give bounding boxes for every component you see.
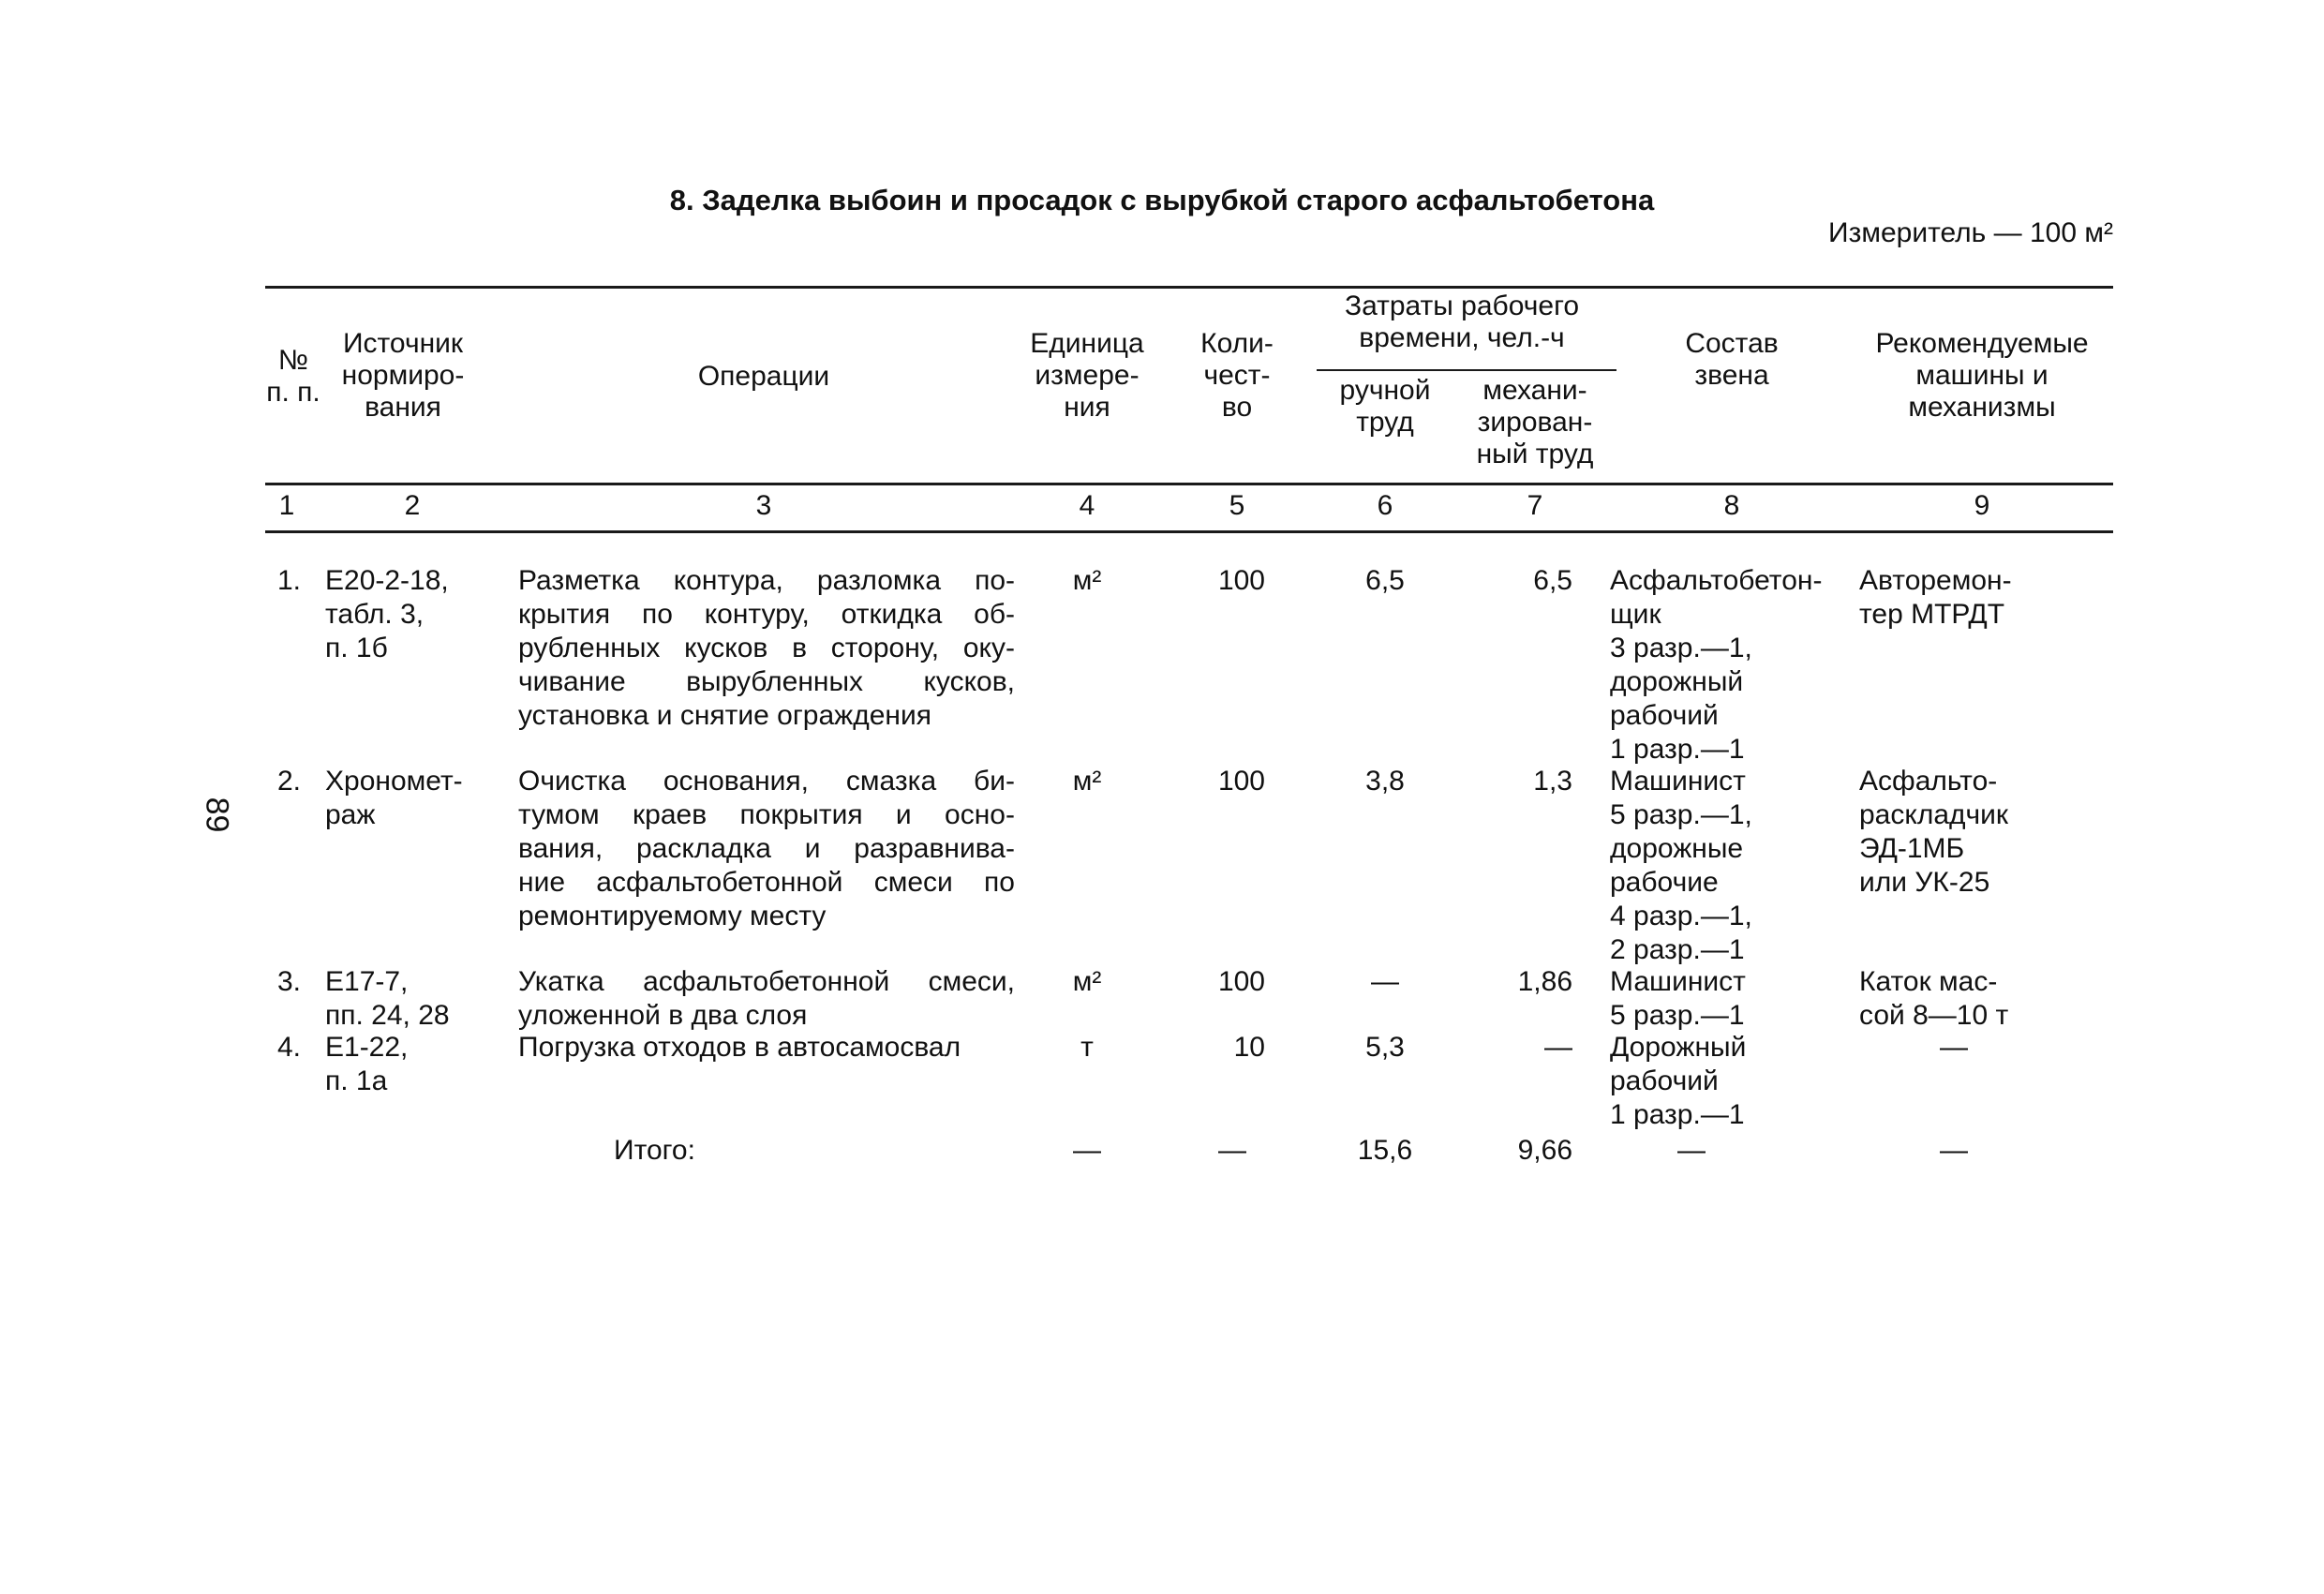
total-machines: — [1940, 1135, 1968, 1166]
row-machines [1859, 564, 2012, 632]
row-crew-line: рабочие [1610, 867, 1719, 898]
header-line: труд [1356, 407, 1414, 438]
row-unit: м² [1072, 966, 1102, 997]
table-title: 8. Заделка выбоин и просадок с вырубкой старого асфальтобетона [669, 184, 1655, 216]
row-source-line: табл. 3, [325, 599, 425, 630]
row-crew-line: дорожные [1610, 833, 1744, 864]
header-line: машины и [1915, 360, 2048, 391]
header-line: ручной [1339, 375, 1431, 406]
row-quantity: 100 [1217, 565, 1265, 596]
header-line: вания [365, 392, 441, 423]
header-line: Коли- [1200, 328, 1274, 359]
row-machines-line: тер МТРДТ [1859, 599, 2005, 630]
header-c7 [1460, 375, 1610, 470]
header-line: звена [1694, 360, 1769, 391]
row-source-line: Е1-22, [325, 1032, 409, 1063]
header-line: чест- [1203, 360, 1271, 391]
header-c8 [1657, 328, 1807, 392]
row-crew-line: рабочий [1610, 1065, 1719, 1096]
header-line: № [277, 345, 309, 376]
row-machines-line: сой 8—10 т [1859, 1000, 2009, 1031]
row-mechanized-labor: — [1544, 1032, 1572, 1063]
row-number: 3. [277, 966, 302, 997]
header-line: механизмы [1908, 392, 2056, 423]
row-operation-line: крытия по контуру, откидка об- [518, 599, 1015, 630]
row-crew-line: 4 разр.—1, [1610, 901, 1752, 931]
header-c4 [1012, 328, 1162, 424]
row-source [325, 965, 450, 1033]
row-unit: м² [1072, 565, 1102, 596]
row-operation-line: Погрузка отходов в автосамосвал [518, 1032, 961, 1063]
page-number: 89 [199, 797, 235, 833]
column-number: 1 [278, 490, 295, 521]
row-source-line: пп. 24, 28 [325, 1000, 450, 1031]
row-crew-line: дорожный [1610, 666, 1744, 697]
row-source-line: п. 1б [325, 633, 388, 663]
header-line: ный труд [1476, 439, 1594, 469]
column-number: 5 [1229, 490, 1245, 521]
row-crew [1610, 564, 1822, 767]
row-source-line: Е17-7, [325, 966, 409, 997]
row-manual-labor: 5,3 [1365, 1032, 1405, 1063]
row-source [325, 564, 449, 665]
row-source-line: Е20-2-18, [325, 565, 449, 596]
row-machines-line: Каток мас- [1859, 966, 1998, 997]
header-line: механи- [1482, 375, 1587, 406]
header-line: Источник [342, 328, 464, 359]
row-quantity: 10 [1233, 1032, 1265, 1063]
row-crew-line: 2 разр.—1 [1610, 934, 1745, 965]
row-operation-line: ремонтируемому месту [518, 901, 827, 931]
row-crew-line: Дорожный [1610, 1032, 1747, 1063]
column-number: 6 [1377, 490, 1393, 521]
row-crew [1610, 965, 1746, 1033]
header-c5 [1181, 328, 1293, 424]
row-operation [518, 1031, 1015, 1065]
header-c67 [1303, 290, 1621, 354]
row-machines-line: раскладчик [1859, 799, 2009, 830]
column-number: 8 [1723, 490, 1740, 521]
row-crew-line: щик [1610, 599, 1661, 630]
row-crew-line: 5 разр.—1, [1610, 799, 1752, 830]
total-unit: — [1073, 1135, 1101, 1166]
row-machines [1859, 965, 2008, 1033]
column-number: 7 [1527, 490, 1543, 521]
header-line: во [1221, 392, 1253, 423]
column-number: 2 [404, 490, 421, 521]
row-machines [1859, 765, 2008, 900]
row-operation-line: ние асфальтобетонной смеси по [518, 867, 1015, 898]
header-line: Затраты рабочего [1344, 290, 1580, 321]
row-unit: т [1080, 1032, 1094, 1063]
row-operation-line: тумом краев покрытия и осно- [518, 799, 1015, 830]
column-numbers-rule [265, 530, 2113, 533]
header-c6 [1324, 375, 1446, 439]
total-label: Итого: [614, 1135, 695, 1166]
row-mechanized-labor: 1,86 [1517, 966, 1572, 997]
row-operation-line: Очистка основания, смазка би- [518, 766, 1015, 797]
row-source-line: п. 1а [325, 1065, 388, 1096]
column-number: 3 [755, 490, 772, 521]
header-line: времени, чел.-ч [1359, 322, 1565, 353]
total-crew: — [1677, 1135, 1706, 1166]
header-line: Рекомендуемые [1875, 328, 2089, 359]
row-operation [518, 564, 1015, 733]
row-operation-line: рубленных кусков в сторону, оку- [518, 633, 1015, 663]
column-number: 4 [1079, 490, 1095, 521]
row-number: 4. [277, 1032, 302, 1063]
row-machines-line: Асфальто- [1859, 766, 1998, 797]
row-manual-labor: 6,5 [1365, 565, 1405, 596]
total-quantity: — [1218, 1135, 1246, 1166]
header-bottom-rule [265, 483, 2113, 485]
header-line: нормиро- [341, 360, 465, 391]
row-crew [1610, 765, 1752, 967]
row-operation-line: уложенной в два слоя [518, 1000, 808, 1031]
row-crew-line: рабочий [1610, 700, 1719, 731]
measure-unit: Измеритель — 100 м² [1828, 217, 2113, 248]
header-line: измере- [1035, 360, 1140, 391]
header-sub-rule [1317, 369, 1616, 371]
row-operation-line: чивание вырубленных кусков, [518, 666, 1015, 697]
row-number: 2. [277, 766, 302, 797]
row-crew-line: Машинист [1610, 966, 1746, 997]
row-crew [1610, 1031, 1746, 1132]
row-crew-line: 5 разр.—1 [1610, 1000, 1745, 1031]
row-manual-labor: — [1371, 966, 1399, 997]
column-number: 9 [1974, 490, 1990, 521]
row-mechanized-labor: 6,5 [1533, 565, 1572, 596]
row-source-line: Хрономет- [325, 766, 463, 797]
row-source [325, 1031, 408, 1098]
header-line: Состав [1685, 328, 1779, 359]
header-line: Единица [1030, 328, 1144, 359]
row-quantity: 100 [1217, 966, 1265, 997]
header-c1 [261, 345, 326, 409]
row-operation-line: Разметка контура, разломка по- [518, 565, 1015, 596]
row-quantity: 100 [1217, 766, 1265, 797]
row-crew-line: Машинист [1610, 766, 1746, 797]
total-mechanized-labor: 9,66 [1517, 1135, 1572, 1166]
row-crew-line: 3 разр.—1, [1610, 633, 1752, 663]
header-line: зирован- [1477, 407, 1593, 438]
row-source-line: раж [325, 799, 376, 830]
row-machines-line: или УК-25 [1859, 867, 1990, 898]
row-operation [518, 965, 1015, 1033]
header-c9 [1851, 328, 2113, 424]
row-operation-line: установка и снятие ограждения [518, 700, 931, 731]
row-number: 1. [277, 565, 302, 596]
row-operation [518, 765, 1015, 933]
header-line: п. п. [266, 377, 320, 408]
row-operation-line: вания, раскладка и разравнива- [518, 833, 1015, 864]
row-crew-line: 1 разр.—1 [1610, 734, 1745, 765]
row-mechanized-labor: 1,3 [1533, 766, 1572, 797]
row-crew-line: Асфальтобетон- [1610, 565, 1823, 596]
header-c3: Операции [697, 361, 830, 392]
header-line: ния [1064, 392, 1110, 423]
row-machines [1916, 1031, 1991, 1065]
row-unit: м² [1072, 766, 1102, 797]
header-c2 [319, 328, 487, 424]
total-manual-labor: 15,6 [1357, 1135, 1413, 1166]
row-manual-labor: 3,8 [1365, 766, 1405, 797]
row-source [325, 765, 463, 832]
table-top-rule [265, 286, 2113, 289]
row-machines-line: Авторемон- [1859, 565, 2012, 596]
row-operation-line: Укатка асфальтобетонной смеси, [518, 966, 1015, 997]
row-machines-line: ЭД-1МБ [1859, 833, 1965, 864]
row-crew-line: 1 разр.—1 [1610, 1099, 1745, 1130]
row-machines-line: — [1940, 1032, 1968, 1063]
